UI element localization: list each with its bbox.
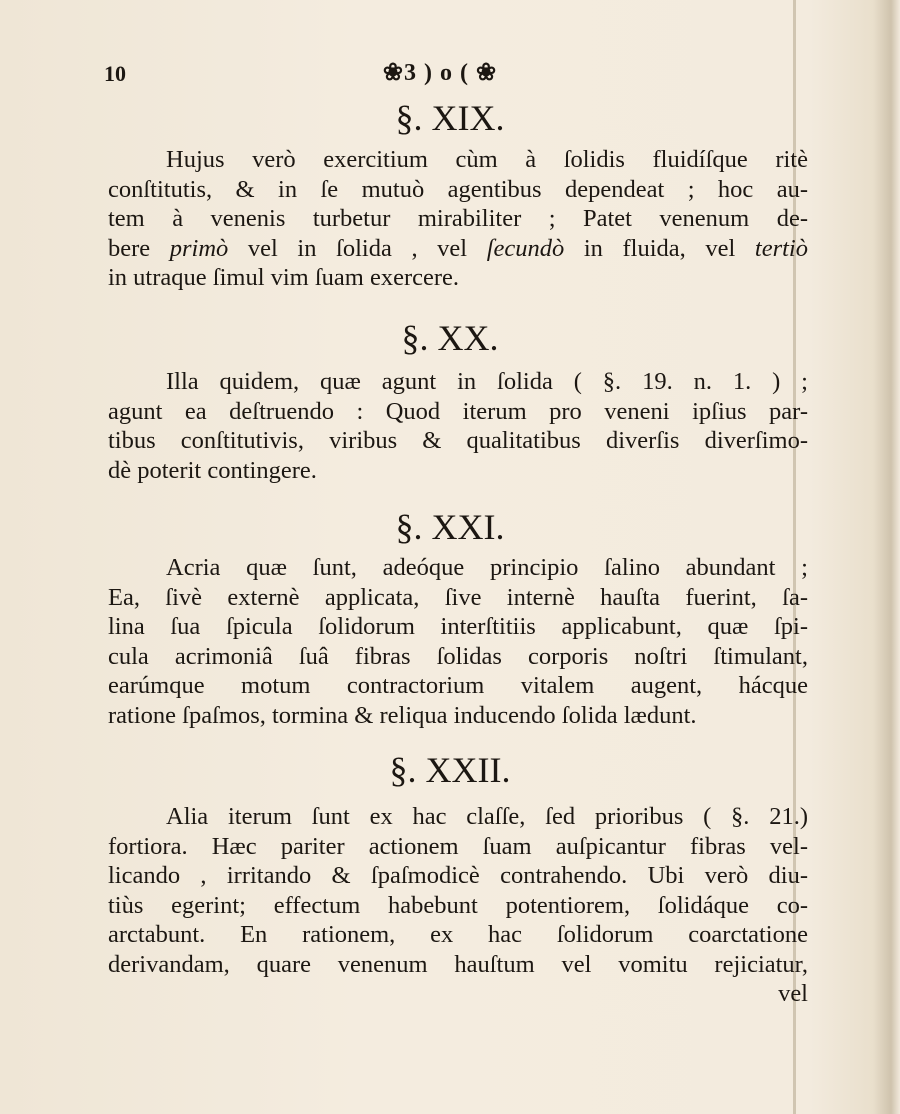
text-line: [108, 802, 808, 832]
text-line: [108, 832, 808, 862]
section-heading: §. XXII.: [389, 750, 511, 790]
text-line: [108, 456, 808, 486]
text-segment: vel: [778, 980, 808, 1007]
text-line: [108, 861, 808, 891]
text-segment: in utraque ſimul vim ſuam exercere.: [108, 264, 460, 291]
text-segment: Ea, ſivè externè applicata, ſive internè hauſta fuerint, ſa-: [108, 583, 808, 611]
text-line: [108, 397, 808, 427]
text-segment: licando , irritando & ſpaſmodicè contrahendo. Ubi verò diu-: [108, 862, 808, 889]
text-segment: tiùs egerint; effectum habebunt potentiorem, ſolidáque co-: [108, 891, 808, 919]
text-segment: tibus conſtitutivis, viribus & qualitatibus diverſis diverſimo-: [108, 427, 808, 454]
text-line: [108, 145, 808, 175]
text-segment: earúmque motum contractorium vitalem augent, hácque: [108, 672, 808, 699]
paragraph: [108, 553, 808, 730]
text-segment: Illa quidem, quæ agunt in ſolida ( §. 19. n. 1. ) ;: [166, 368, 808, 395]
text-line: [108, 701, 808, 731]
italic-word: ſecundò: [486, 234, 565, 262]
text-line: [108, 204, 808, 234]
text-segment: conſtitutis, & in ſe mutuò agentibus dependeat ; hoc au-: [108, 175, 808, 203]
text-line: [108, 920, 808, 950]
text-line: [108, 553, 808, 583]
paragraph: [108, 367, 808, 485]
text-segment: agunt ea deſtruendo : Quod iterum pro veneni ipſius par-: [108, 397, 808, 425]
text-segment: Acria quæ ſunt, adeóque principio ſalino abundant ;: [166, 554, 808, 581]
text-line: [108, 583, 808, 613]
section-heading: §. XXI.: [395, 507, 505, 547]
paragraph: [108, 802, 808, 1009]
text-segment: dè poterit contingere.: [108, 456, 317, 484]
text-segment: in fluida, vel: [564, 234, 755, 262]
text-line: [108, 263, 808, 293]
text-line: [108, 642, 808, 672]
text-segment: bere: [108, 234, 170, 262]
text-line: [108, 367, 808, 397]
text-line: [108, 612, 808, 642]
text-segment: cula acrimoniâ ſuâ fibras ſolidas corporis noſtri ſtimulant,: [108, 642, 808, 670]
text-line: [108, 234, 808, 264]
text-line: [108, 950, 808, 980]
text-segment: Hujus verò exercitium cùm à ſolidis fluidíſque ritè: [166, 146, 808, 173]
text-line: [108, 891, 808, 921]
text-segment: derivandam, quare venenum hauſtum vel vomitu rejiciatur,: [108, 950, 808, 978]
text-line: [108, 671, 808, 701]
catchword: [108, 979, 808, 1009]
text-segment: vel in ſolida , vel: [228, 234, 487, 262]
text-line: [108, 175, 808, 205]
text-segment: fortiora. Hæc pariter actionem ſuam auſpicantur fibras vel-: [108, 832, 808, 860]
header-ornament: ❀3 ) o ( ❀: [382, 60, 498, 86]
text-segment: arctabunt. En rationem, ex hac ſolidorum coarctatione: [108, 921, 808, 948]
italic-word: primò: [169, 234, 229, 262]
text-segment: Alia iterum ſunt ex hac claſſe, ſed prioribus ( §. 21.): [166, 803, 808, 830]
text-segment: tem à venenis turbetur mirabiliter ; Patet venenum de-: [108, 205, 808, 232]
section-heading: §. XIX.: [395, 98, 505, 138]
page-number: 10: [104, 61, 126, 86]
paragraph: [108, 145, 808, 293]
text-segment: lina ſua ſpicula ſolidorum interſtitiis applicabunt, quæ ſpi-: [108, 613, 808, 640]
text-segment: ratione ſpaſmos, tormina & reliqua inducendo ſolida lædunt.: [108, 701, 697, 729]
section-heading: §. XX.: [401, 318, 499, 358]
text-line: [108, 426, 808, 456]
italic-word: tertiò: [754, 234, 808, 262]
